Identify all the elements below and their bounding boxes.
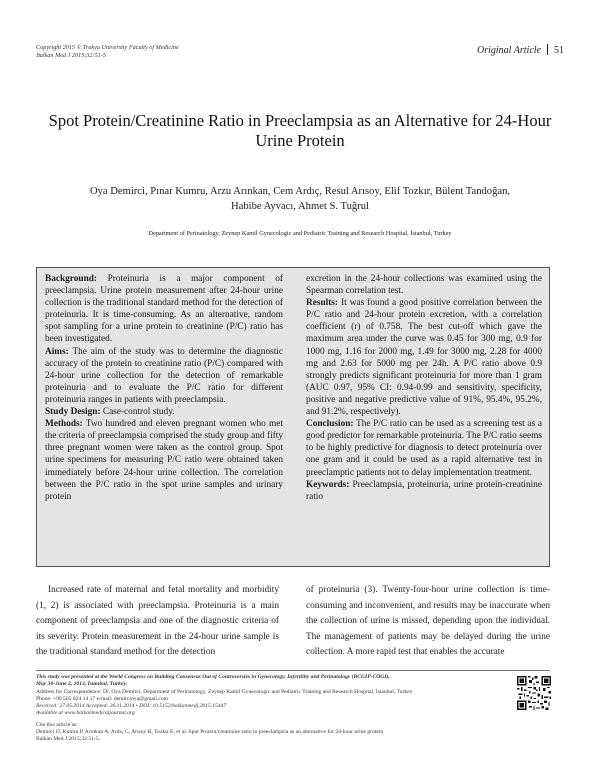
methods-text: Two hundred and eleven pregnant women who met the criteria of preeclampsia comprised the study group and fifty three pregnant women were taken as the control group. Spot urine specimens for measuring P/C ratio were obtained taken immediately before 24-hour urine collection. The correlation between the P/C ratio in the spot urine samples and urinary protein xyxy=(45,419,283,502)
cite-journal: Balkan Med J 2015;32:51-5. xyxy=(36,736,101,743)
article-type: Original Article xyxy=(477,45,541,56)
journal-citation-line: Balkan Med J 2015;32:51-5 xyxy=(36,51,106,59)
copyright-block xyxy=(36,44,179,59)
abstract-methods-continued: excretion in the 24-hour collections was examined using the Spearman correlation test. xyxy=(306,274,542,297)
design-label: Study Design: xyxy=(45,407,101,418)
abstract-box xyxy=(36,267,550,567)
abstract-design xyxy=(45,406,283,418)
cite-text: Demirci O, Kumru P, Arınkan A, Ardıç C, Arısoy R, Tozkır E, et al. Spot Protein/creatinine ratio in preeclampsia as an alternative for 24-hour urine protein xyxy=(36,729,384,736)
footer-notes xyxy=(36,674,506,744)
abstract-right-column xyxy=(306,273,542,503)
qr-code-icon xyxy=(517,676,551,710)
background-text: Proteinuria is a major component of preeclampsia. Urine protein measurement after 24-hour urine collection is the traditional standard method for the detection of proteinuria. It is time-consuming. As an alternative, random spot sampling for a urine protein to creatinine (P/C) ratio has been investigated. xyxy=(45,274,284,345)
affiliation: Department of Perinatology, Zeynep Kamil Gynecologic and Pediatric Training and Research Hospital, İstanbul, Turkey xyxy=(148,230,452,237)
article-type-header xyxy=(477,44,564,56)
abstract-methods xyxy=(45,418,283,503)
keywords-text: Preeclampsia, proteinuria, urine protein-creatinine ratio xyxy=(306,479,542,502)
body-text-right: of proteinuria (3). Twenty-four-hour urine collection is time-consuming and inconvenient, and results may be inaccurate when the collection of urine is missed, depending upon the individual. The management of patients may be delayed during the urine collection. A more rapid test that enables the accurate xyxy=(306,585,550,658)
page-number: 51 xyxy=(554,45,564,56)
contact-info: Phone: +90 505 824 14 17 e-mail: demircioya@gmail.com xyxy=(36,695,168,702)
abstract-results xyxy=(306,297,542,418)
results-text: It was found a good positive correlation between the P/C ratio and 24-hour protein excretion, with a correlation coefficient (r) of 0.758. The best cut-off which gave the maximum area under the curve was 0.45 for 300 mg, 0.9 for 1000 mg, 1.16 for 2000 mg, 1.49 for 3000 mg, 2.28 for 4000 mg and 2.63 for 5000 mg per 24h. A P/C ratio above 0.9 strongly predicts significant proteinuria for more than 1 gram (AUC 0.97, 95% CI: 0.94-0.99 and sensitivity, specificity, positive and negative predictive value of 91%, 95.4%, 95.2%, and 91.2%, respectively). xyxy=(306,298,542,418)
correspondence-address: Address for Correspondence: Dr. Oya Demirci, Department of Perinatology, Zeynep Kamil Gynecologic and Pediatric Training and Research Hospital, İstanbul, Turkey xyxy=(36,688,413,695)
cite-label: Cite this article as: xyxy=(36,721,78,728)
conclusion-label: Conclusion: xyxy=(306,419,354,430)
body-text-left: Increased rate of maternal and fetal mortality and morbidity (1, 2) is associated with preeclampsia. Proteinuria is a main component of preeclampsia and one of the diagnostic criteria of its severity. Protein measurement in the 24-hour urine sample is the traditional standard method for the detection xyxy=(36,585,279,658)
authors-line-1: Oya Demirci, Pınar Kumru, Arzu Arınkan, Cem Ardıç, Resul Arısoy, Elif Tozkır, Bülent Tandoğan, xyxy=(89,186,511,197)
footer-divider xyxy=(36,670,550,671)
abstract-conclusion xyxy=(306,418,542,478)
background-label: Background: xyxy=(45,274,98,284)
presented-note-line-1: This study was presented at the World Congress on Building Consensus Out of Controversies in Gynecology, Infertility and Perinatology (BCGIP-COGI), xyxy=(36,674,390,680)
header-divider xyxy=(547,44,548,55)
aims-text: The aim of the study was to determine the diagnostic accuracy of the protein to creatinine ratio (P/C) compared with 24-hour urine collection for the detection of remarkable proteinuria and to evaluate the P/C ratio for different proteinuria ranges in patients with preeclampsia. xyxy=(45,346,283,405)
keywords-label: Keywords: xyxy=(306,479,350,490)
aims-label: Aims: xyxy=(45,346,69,357)
available-at: Available at www.balkanmedicaljournal.org xyxy=(36,710,135,717)
received-accepted-dates: Received: 27.05.2014 Accepted: 26.11.2014 • DOI: 10.5152/balkanmedj.2015.15447 xyxy=(36,703,227,710)
copyright-line: Copyright 2015 © Trakya University Faculty of Medicine xyxy=(36,44,179,51)
design-text: Case-control study. xyxy=(102,407,175,418)
methods-label: Methods: xyxy=(45,419,83,430)
article-title: Spot Protein/Creatinine Ratio in Preeclampsia as an Alternative for 24-Hour Urine Protein xyxy=(48,111,552,150)
abstract-keywords xyxy=(306,479,542,503)
presented-note-line-2: May 30-June 2, 2013, İstanbul, Turkey. xyxy=(36,681,128,688)
results-label: Results: xyxy=(306,298,339,309)
author-list xyxy=(40,185,560,214)
abstract-background xyxy=(45,273,283,346)
abstract-aims xyxy=(45,346,283,406)
authors-line-2: Habibe Ayvacı, Ahmet S. Tuğrul xyxy=(231,200,369,212)
conclusion-text: The P/C ratio can be used as a screening test as a good predictor for remarkable proteinuria. The P/C ratio seems to be highly predictive for diagnosis to detect proteinuria over one gram and it could be used as a rapid alternative test in preeclamptic patients not to delay implementation treatment. xyxy=(306,419,542,478)
abstract-left-column xyxy=(45,273,283,503)
